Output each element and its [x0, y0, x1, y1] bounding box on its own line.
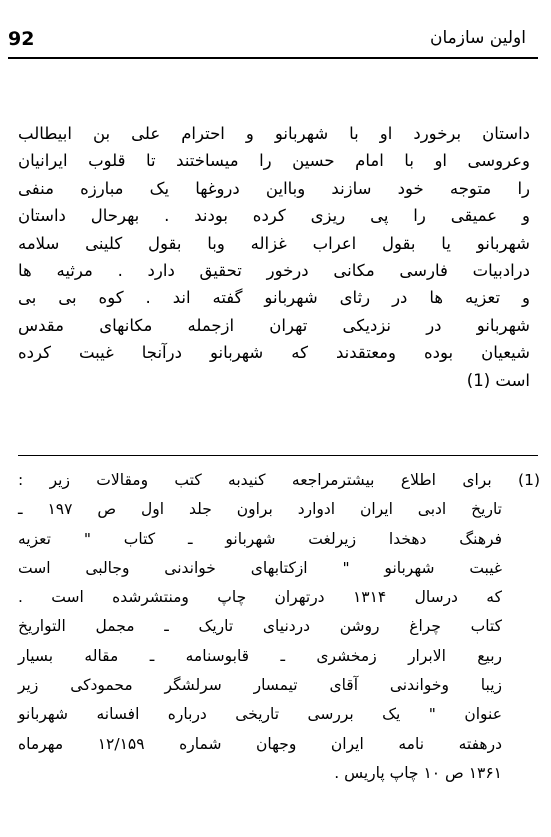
header-rule: [8, 57, 538, 59]
paragraph-line: وعروسی او با امام حسین را میساختند تا قلوب ایرانیان: [18, 151, 530, 171]
footnote-line: کتاب چراغ روشن دردنیای تاریک ـ مجمل التواریخ: [18, 617, 502, 636]
chapter-title: اولین سازمان: [430, 28, 526, 48]
footnote-divider: [18, 455, 538, 456]
footnote-line: ربیع الابرار زمخشری ـ قابوسنامه ـ مقاله بسیار: [18, 646, 502, 665]
footnote-line: (1) برای اطلاع بیشترمراجعه کنیدبه کتب ومقالات زیر :: [18, 471, 540, 489]
footnote-line: درهفته نامه ایران وجهان شماره ۱۲/۱۵۹ مهرماه: [18, 734, 502, 753]
paragraph-line: و تعزیه ها در رثای شهربانو گفته اند . کوه بی بی: [18, 288, 530, 308]
paragraph-line: را متوجه خود سازند وبااین دروغها یک مبارزه منفی: [18, 178, 530, 198]
paragraph-line: و عمیقی را پی ریزی کرده بودند . بهرحال داستان: [18, 206, 530, 226]
footnote-line: که درسال ۱۳۱۴ درتهران چاپ ومنتشرشده است .: [18, 588, 502, 607]
footnote-line: فرهنگ دهخدا زیرلغت شهربانو ـ کتاب " تعزیه: [18, 529, 502, 548]
paragraph-line: شهربانو در نزدیکی تهران ازجمله مکانهای مقدس: [18, 315, 530, 335]
paragraph-line: درادبیات فارسی مکانی درخور تحقیق دارد . مرثیه ها: [18, 260, 530, 280]
footnote-line: زیبا وخواندنی آقای تیمسار سرلشگر محمودکی زیر: [18, 676, 502, 695]
page-number: 92: [8, 28, 35, 50]
footnote-line: ۱۳۶۱ ص ۱۰ چاپ پاریس .: [334, 763, 502, 782]
paragraph-line: شیعیان بوده ومعتقدند که شهربانو درآنجا غیبت کرده: [18, 343, 530, 363]
main-paragraph: [18, 120, 530, 394]
paragraph-line: شهربانو یا بقول اعراب غزاله وبا بقول کلینی سلامه: [18, 233, 530, 253]
running-header: [8, 26, 538, 58]
paragraph-line: داستان برخورد او با شهربانو و احترام علی بن ابیطالب: [18, 124, 530, 143]
paragraph-line: است (1): [466, 370, 530, 390]
footnote-line: غیبت شهربانو " ازکتابهای خواندنی وجالبی است: [18, 558, 502, 577]
footnote: [18, 466, 540, 788]
footnote-line: عنوان " یک بررسی تاریخی درباره افسانه شهربانو: [18, 705, 502, 724]
footnote-line: تاریخ ادبی ایران ادوارد براون جلد اول ص ۱۹۷ ـ: [18, 500, 503, 519]
